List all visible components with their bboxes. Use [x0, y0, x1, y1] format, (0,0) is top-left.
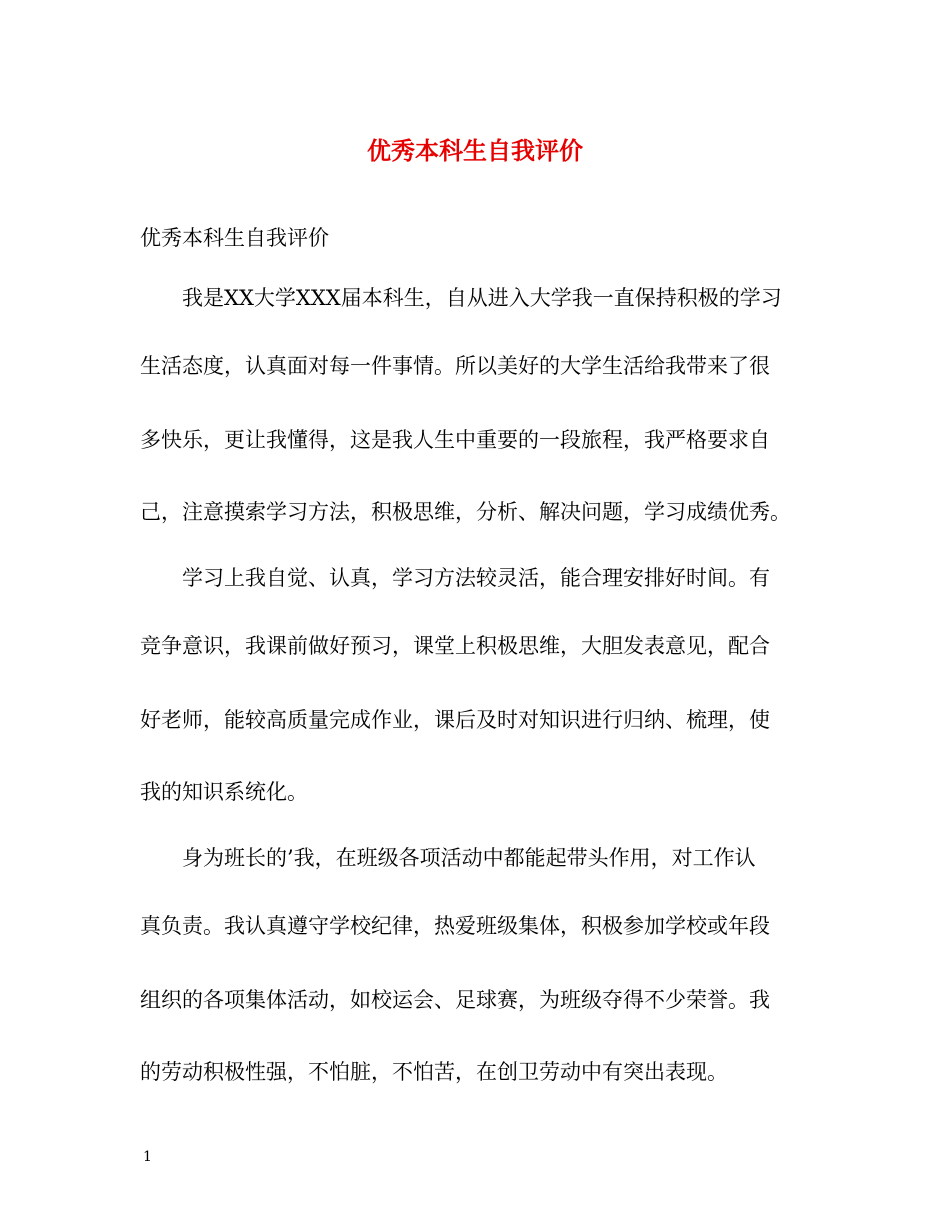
paragraph-3-line-3: 组织的各项集体活动，如校运会、足球赛，为班级夺得不少荣誉。我 — [140, 988, 770, 1012]
paragraph-1-line-2: 生活态度，认真面对每一件事情。所以美好的大学生活给我带来了很 — [140, 354, 770, 378]
page-number: 1 — [143, 1149, 152, 1165]
paragraph-1-line-1: 我是XX大学XXX届本科生，自从进入大学我一直保持积极的学习 — [182, 286, 782, 310]
paragraph-2-line-4: 我的知识系统化。 — [140, 780, 308, 804]
paragraph-3-line-1: 身为班长的’我，在班级各项活动中都能起带头作用，对工作认 — [182, 846, 756, 870]
paragraph-3-line-4: 的劳动积极性强，不怕脏，不怕苦，在创卫劳动中有突出表现。 — [140, 1060, 728, 1084]
document-subtitle: 优秀本科生自我评价 — [140, 226, 329, 250]
paragraph-1-line-3: 多快乐，更让我懂得，这是我人生中重要的一段旅程，我严格要求自 — [140, 428, 770, 452]
paragraph-2-line-1: 学习上我自觉、认真，学习方法较灵活，能合理安排好时间。有 — [182, 566, 770, 590]
paragraph-1-line-4: 己，注意摸索学习方法，积极思维，分析、解决问题，学习成绩优秀。 — [140, 500, 791, 524]
paragraph-3-line-2: 真负责。我认真遵守学校纪律，热爱班级集体，积极参加学校或年段 — [140, 914, 770, 938]
paragraph-2-line-2: 竞争意识，我课前做好预习，课堂上积极思维，大胆发表意见，配合 — [140, 634, 770, 658]
paragraph-2-line-3: 好老师，能较高质量完成作业，课后及时对知识进行归纳、梳理，使 — [140, 708, 770, 732]
document-title: 优秀本科生自我评价 — [367, 136, 583, 165]
